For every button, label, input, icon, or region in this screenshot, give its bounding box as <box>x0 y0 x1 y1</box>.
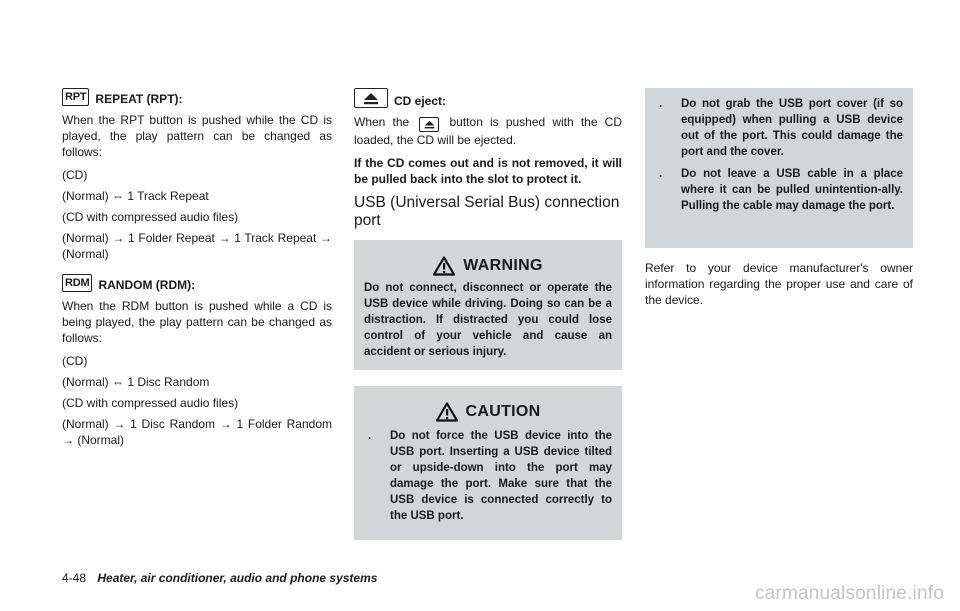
left-column <box>62 88 332 455</box>
eject-heading: CD eject: <box>394 94 447 108</box>
caution-item-text: Do not force the USB device into the USB port. Inserting a USB device tilted or upside-down into the port may damage the port. Make sure that the USB device is connected correctly to the USB port. <box>390 430 612 522</box>
eject-bold-note: If the CD comes out and is not removed, it will be pulled back into the slot to protect it. <box>354 156 622 186</box>
warning-header <box>364 256 612 276</box>
bullet-dot: . <box>368 430 372 442</box>
caution-box <box>354 386 622 540</box>
repeat-heading: REPEAT (RPT): <box>95 92 183 106</box>
eject-heading-row <box>354 88 622 108</box>
bullet-dot: . <box>659 168 663 180</box>
watermark: carmanualsonline.info <box>754 583 944 604</box>
right-column <box>645 88 913 315</box>
random-cd-label: (CD) <box>62 354 88 368</box>
refer-text: Refer to your device manufacturer's owner information regarding the proper use and care of the device. <box>645 261 913 307</box>
warning-text: Do not connect, disconnect or operate the USB device while driving. Doing so can be a distraction. If distracted you could lose control of your vehicle and cause an accident or serious injury. <box>364 282 612 358</box>
random-heading-row <box>62 274 332 292</box>
caution-header <box>364 402 612 422</box>
usb-section-title: USB (Universal Serial Bus) connection port <box>354 194 620 229</box>
caution-item-text: Do not leave a USB cable in a place where it can be pulled unintention-ally. Pulling the cable may damage the port. <box>681 168 903 212</box>
caution-triangle-icon <box>436 402 458 422</box>
eject-inline-button-icon <box>419 117 439 132</box>
repeat-cd-pattern: (Normal) ⇔ 1 Track Repeat <box>62 189 209 203</box>
random-heading: RANDOM (RDM): <box>98 278 196 292</box>
repeat-intro: When the RPT button is pushed while the CD is played, the play pattern can be changed as follows: <box>62 113 332 159</box>
caution-item <box>655 96 903 160</box>
random-intro: When the RDM button is pushed while a CD is being played, the play pattern can be changed as follows: <box>62 299 332 345</box>
rdm-button-icon: RDM <box>62 274 92 292</box>
repeat-compressed-label: (CD with compressed audio files) <box>62 210 239 224</box>
caution-item-text: Do not grab the USB port cover (if so equipped) when pulling a USB device out of the port. This could damage the port and the cover. <box>681 98 903 158</box>
page-footer <box>62 571 377 585</box>
eject-text-before: When the <box>354 115 410 129</box>
eject-text <box>354 114 622 148</box>
eject-button-icon <box>354 88 388 108</box>
warning-box <box>354 240 622 370</box>
section-title: Heater, air conditioner, audio and phone systems <box>97 571 378 585</box>
eject-icon <box>363 92 379 105</box>
random-cd-pattern: (Normal) ⇔ 1 Disc Random <box>62 375 210 389</box>
repeat-heading-row <box>62 88 332 106</box>
repeat-compressed-pattern: (Normal) → 1 Folder Repeat → 1 Track Repeat → (Normal) <box>62 231 332 261</box>
bullet-dot: . <box>659 98 663 110</box>
page-number: 4-48 <box>62 571 87 585</box>
warning-triangle-icon <box>433 256 455 276</box>
middle-column <box>354 88 622 540</box>
rpt-button-icon: RPT <box>62 88 89 106</box>
eject-text-after: button is pushed with the CD loaded, the CD will be ejected. <box>354 115 622 147</box>
warning-title: WARNING <box>463 257 543 274</box>
caution-item <box>364 428 612 524</box>
caution-box-continued <box>645 88 913 248</box>
eject-icon <box>424 120 435 129</box>
caution-item <box>655 166 903 214</box>
random-compressed-label: (CD with compressed audio files) <box>62 396 239 410</box>
repeat-cd-label: (CD) <box>62 168 88 182</box>
random-compressed-pattern: (Normal) → 1 Disc Random → 1 Folder Random → (Normal) <box>62 417 332 447</box>
caution-title: CAUTION <box>465 403 541 420</box>
